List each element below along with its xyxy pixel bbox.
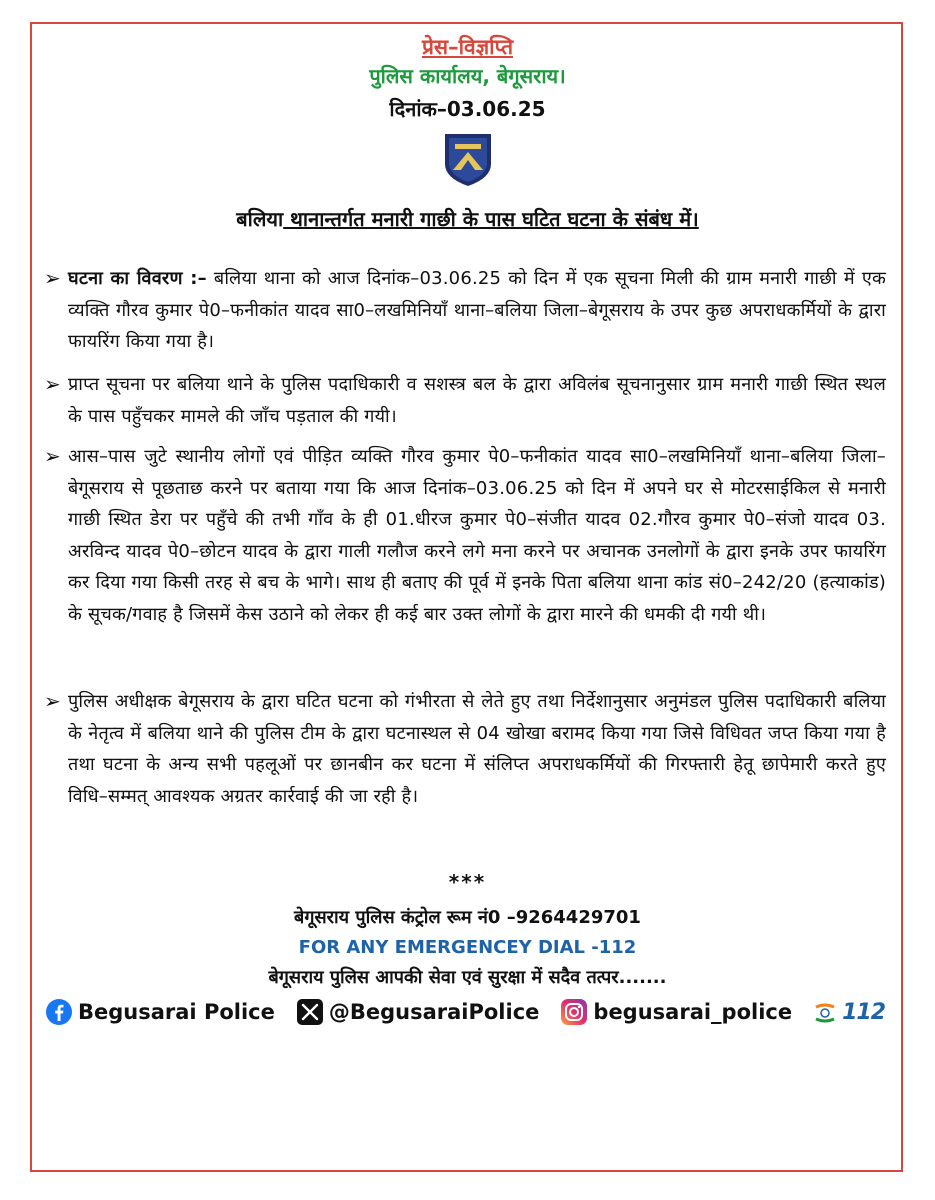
arrow-bullet-icon: ➢ [44,444,61,468]
x-icon [297,999,323,1025]
paragraph-action-taken [44,686,886,812]
subject-line: बलिया थानान्तर्गत मनारी गाछी के पास घटित घटना के संबंध में। [236,207,699,231]
instagram-link[interactable] [561,999,792,1025]
facebook-handle: Begusarai Police [78,1000,275,1024]
emergency-dial: FOR ANY EMERGENCEY DIAL -112 [298,937,637,958]
incident-text: बलिया थाना को आज दिनांक–03.06.25 को दिन में एक सूचना मिली की ग्राम मनारी गाछी में एक व्यक्ति गौरव कुमार पे0–फनीकांत यादव सा0–लखमिनियाँ थाना–बलिया जिला–बेगूसराय के उपर कुछ अपराधकर्मियों के द्वारा फायरिंग किया गया है। [68,268,886,352]
press-release-title: प्रेस–विज्ञप्ति [421,35,514,59]
separator-stars: *** [448,870,487,894]
incident-heading: घटना का विवरण :– [68,268,207,289]
police-tagline: बेगूसराय पुलिस आपकी सेवा एवं सुरक्षा में सदैव तत्पर....... [268,967,667,988]
paragraph-victim-statement [44,441,886,630]
social-links [46,995,907,1029]
police-response-text: प्राप्त सूचना पर बलिया थाने के पुलिस पदाधिकारी व सशस्त्र बल के द्वारा अविलंब सूचनानुसार ग्राम मनारी गाछी स्थित स्थल के पास पहुँचकर मामले की जाँच पड़ताल की गयी। [68,374,886,427]
release-date: दिनांक–03.06.25 [389,97,546,121]
emergency-112-text: 112 [842,999,886,1025]
facebook-link[interactable] [46,999,275,1025]
arrow-bullet-icon: ➢ [44,266,61,290]
victim-statement-text: आस–पास जुटे स्थानीय लोगों एवं पीड़ित व्यक्ति गौरव कुमार पे0–फनीकांत यादव सा0–लखमिनियाँ थाना–बलिया जिला–बेगूसराय से पूछताछ करने पर बताया गया कि आज दिनांक–03.06.25 को दिन में अपने घर से मोटरसाईकिल से मनारी गाछी स्थित डेरा पर पहुँचे की तभी गाँव के ही 01.धीरज कुमार पे0–संजीत यादव 02.गौरव कुमार पे0–संजो यादव 03. अरविन्द यादव पे0–छोटन यादव के द्वारा गाली गलौज करने लगे मना करने पर अचानक उनलोगों के द्वारा इनके उपर फायरिंग कर दिया गया किसी तरह से बच के भागे। साथ ही बताए की पूर्व में इनके पिता बलिया थाना कांड सं0–242/20 (हत्याकांड) के सूचक/गवाह है जिसमें केस उठाने को लेकर ही कई बार उक्त लोगों के द्वारा मारने की धमकी दी गयी थी। [68,446,886,625]
ashoka-chakra-icon [814,1001,836,1023]
instagram-icon [561,999,587,1025]
action-taken-text: पुलिस अधीक्षक बेगूसराय के द्वारा घटित घटना को गंभीरता से लेते हुए तथा निर्देशानुसार अनुमंडल पुलिस पदाधिकारी बलिया के नेतृत्व में बलिया थाने की पुलिस टीम के द्वारा घटनास्थल से 04 खोखा बरामद किया गया जिसे विधिवत जप्त किया गया है तथा घटना के अन्य सभी पहलूओं पर छानबीन कर घटना में संलिप्त अपराधकर्मियों की गिरफ्तारी हेतू छापेमारी करते हुए विधि–सम्मत् आवश्यक अग्रतर कार्रवाई की जा रही है। [68,691,886,807]
x-link[interactable] [297,999,540,1025]
paragraph-police-response [44,369,886,432]
arrow-bullet-icon: ➢ [44,372,61,396]
emergency-112-logo [814,1000,885,1025]
x-handle: @BegusaraiPolice [328,1000,540,1024]
office-name: पुलिस कार्यालय, बेगूसराय। [369,64,566,88]
paragraph-incident-details [44,263,886,358]
facebook-icon [46,999,72,1025]
arrow-bullet-icon: ➢ [44,689,61,713]
bihar-police-emblem [441,130,495,188]
instagram-handle: begusarai_police [593,1000,793,1024]
control-room-number: बेगूसराय पुलिस कंट्रोल रूम नं0 –9264429701 [294,907,641,928]
